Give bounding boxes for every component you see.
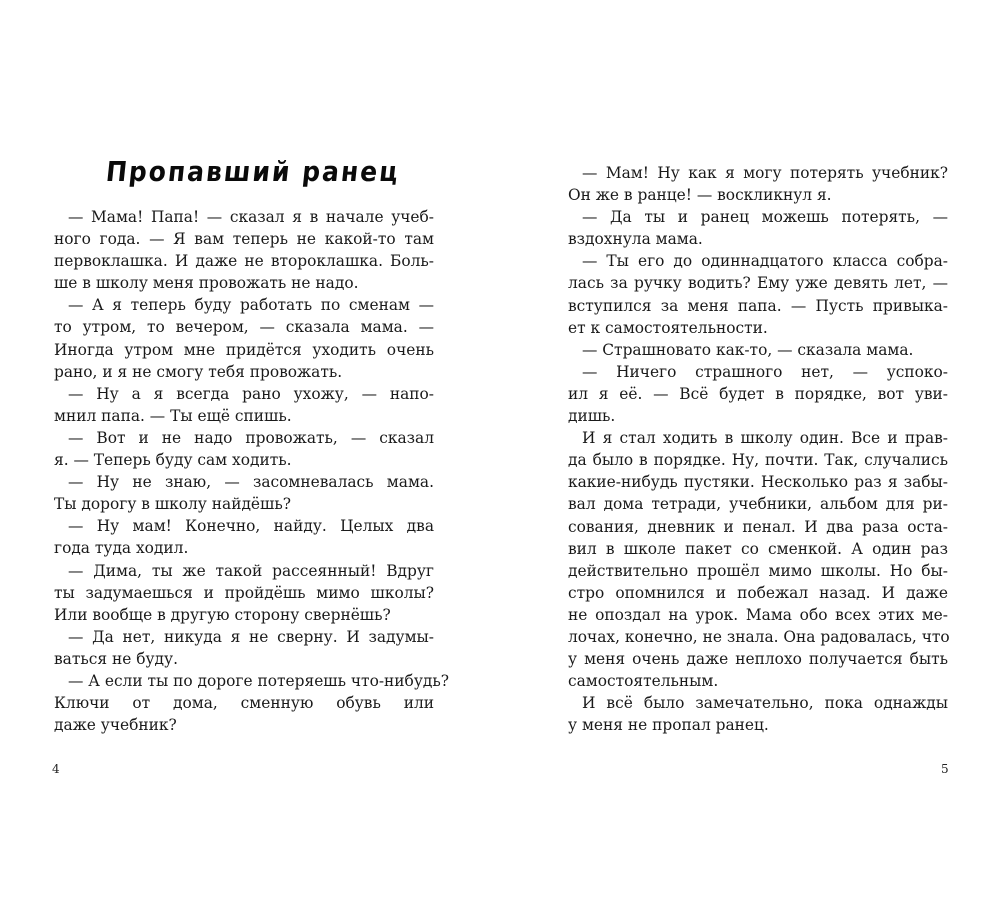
text-line: да было в порядке. Ну, почти. Так, случались xyxy=(568,451,948,470)
text-line: — Дима, ты же такой рассеянный! Вдруг xyxy=(68,561,434,580)
text-line: — Ты его до одиннадцатого класса собра- xyxy=(582,252,948,271)
left-page-text xyxy=(54,206,449,736)
text-line: то утром, то вечером, — сказала мама. — xyxy=(54,318,434,337)
text-line: ше в школу меня провожать не надо. xyxy=(54,274,359,293)
text-line: даже учебник? xyxy=(54,716,177,735)
text-line: дишь. xyxy=(568,407,616,426)
text-line: — Вот и не надо провожать, — сказал xyxy=(68,428,434,447)
text-line: И я стал ходить в школу один. Все и прав- xyxy=(582,429,948,448)
text-line: — Да нет, никуда я не сверну. И задумы- xyxy=(68,627,434,646)
text-line: я. — Теперь буду сам ходить. xyxy=(54,451,292,470)
right-page-text xyxy=(568,162,948,736)
text-line: ного года. — Я вам теперь не какой-то там xyxy=(54,230,434,249)
text-line: — Страшновато как-то, — сказала мама. xyxy=(582,340,914,359)
text-line: вил в школе пакет со сменкой. А один раз xyxy=(568,539,948,558)
text-line: Ты дорогу в школу найдёшь? xyxy=(54,495,291,514)
text-line: у меня не пропал ранец. xyxy=(568,716,769,735)
page-number: 5 xyxy=(941,762,949,776)
text-line: рано, и я не смогу тебя провожать. xyxy=(54,362,343,381)
text-line: какие-нибудь пустяки. Несколько раз я забы- xyxy=(568,473,948,492)
text-line: сования, дневник и пенал. И два раза оста- xyxy=(568,517,948,536)
text-line: — Ничего страшного нет, — успоко- xyxy=(582,362,948,381)
text-line: ваться не буду. xyxy=(54,649,178,668)
text-line: Или вообще в другую сторону свернёшь? xyxy=(54,605,391,624)
chapter-title: Пропавший ранец xyxy=(104,155,402,188)
text-line: вступился за меня папа. — Пусть привыка- xyxy=(568,296,948,315)
text-line: стро опомнился и побежал назад. И даже xyxy=(568,583,948,602)
text-line: года туда ходил. xyxy=(54,539,189,558)
text-line: — А я теперь буду работать по сменам — xyxy=(68,296,434,315)
text-line: — Мама! Папа! — сказал я в начале учеб- xyxy=(68,208,434,226)
text-line: — А если ты по дороге потеряешь что-нибудь? xyxy=(68,671,449,690)
page-number: 4 xyxy=(52,762,60,776)
text-line: действительно прошёл мимо школы. Но бы- xyxy=(568,561,948,580)
right-page xyxy=(500,0,1000,908)
text-line: Ключи от дома, сменную обувь или xyxy=(54,694,434,713)
text-line: — Да ты и ранец можешь потерять, — xyxy=(582,208,948,227)
text-line: мнил папа. — Ты ещё спишь. xyxy=(54,406,292,425)
text-line: — Ну не знаю, — засомневалась мама. xyxy=(68,473,434,492)
text-line: — Мам! Ну как я могу потерять учебник? xyxy=(582,164,948,182)
text-line: Он же в ранце! — воскликнул я. xyxy=(568,186,832,205)
text-line: ет к самостоятельности. xyxy=(568,318,768,337)
text-line: вздохнула мама. xyxy=(568,230,703,249)
text-line: лочах, конечно, не знала. Она радовалась, что xyxy=(568,627,950,646)
text-line: ты задумаешься и пройдёшь мимо школы? xyxy=(54,583,434,602)
text-line: — Ну а я всегда рано ухожу, — напо- xyxy=(68,384,434,403)
text-line: Иногда утром мне придётся уходить очень xyxy=(54,340,434,359)
text-line: И всё было замечательно, пока однажды xyxy=(582,694,948,713)
text-line: первоклашка. И даже не второклашка. Боль- xyxy=(54,252,434,271)
text-line: лась за ручку водить? Ему уже девять лет, — xyxy=(568,274,948,293)
text-line: вал дома тетради, учебники, альбом для ри- xyxy=(568,495,948,514)
text-line: не опоздал на урок. Мама обо всех этих ме- xyxy=(568,605,948,624)
text-line: самостоятельным. xyxy=(568,672,719,691)
text-line: ил я её. — Всё будет в порядке, вот уви- xyxy=(568,384,948,403)
text-line: у меня очень даже неплохо получается быть xyxy=(568,650,948,669)
text-line: — Ну мам! Конечно, найду. Целых два xyxy=(68,517,434,536)
